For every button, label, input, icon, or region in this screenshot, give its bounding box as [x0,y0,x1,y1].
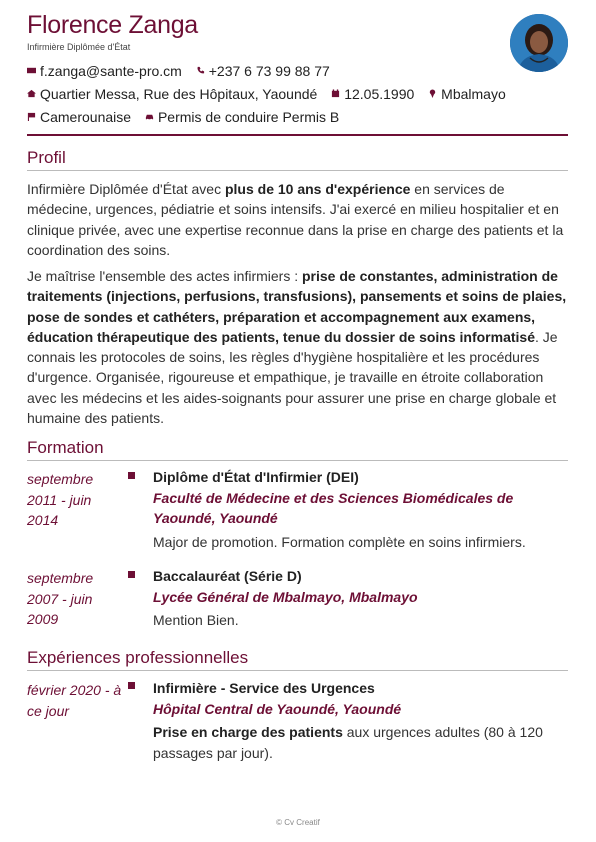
profil-paragraph-1 [27,179,567,260]
formation-org-2: Lycée Général de Mbalmayo, Mbalmayo [153,588,418,605]
home-icon [27,89,36,98]
address-item [27,86,317,102]
header-divider [27,134,568,136]
license-item [145,109,339,125]
email-item[interactable] [27,63,182,79]
profil-paragraph-2 [27,266,567,428]
formation-section-title: Formation [27,438,104,457]
job-title: Infirmière Diplômée d'État [27,42,131,52]
profil-p2-segment: prise de constantes, administration de traitements (injections, perfusions, transfusions), pansements et soins de plaies, pose de sondes et cathéters, préparation et accompagnement aux examens, éducation thérapeutique des patients, tenue du dossier de soins informatisé [27,268,567,345]
profile-photo [510,14,568,72]
formation-org-1: Faculté de Médecine et des Sciences Biomédicales de Yaoundé, Yaoundé [153,489,514,526]
car-icon [145,112,154,121]
phone-item[interactable] [196,63,330,79]
experience-desc-rest: aux urgences adultes (80 à 120 passages par jour). [153,724,543,761]
footer-credit: © Cv Creatif [276,818,320,827]
experience-desc-1 [153,722,563,763]
profil-section-title: Profil [27,148,66,167]
timeline-bullet [128,571,135,578]
profil-p1-segment: plus de 10 ans d'expérience [224,181,411,197]
profil-p1-segment: Infirmière Diplômée d'État avec [27,181,225,197]
envelope-icon [27,66,36,75]
birthdate-text: 12.05.1990 [344,85,415,102]
calendar-icon [331,89,340,98]
formation-entry-2 [153,566,563,631]
experiences-section-line [27,670,568,671]
experience-org-1: Hôpital Central de Yaoundé, Yaoundé [153,700,402,717]
profil-section-line [27,170,568,171]
license-text: Permis de conduire Permis B [157,108,340,125]
formation-title-2: Baccalauréat (Série D) [153,568,302,584]
formation-date-1: septembre 2011 - juin 2014 [27,471,94,528]
profil-p2-segment: . Je connais les protocoles de soins, les règles d'hygiène hospitalière et les procédures d'urgence. Organisée, rigoureuse et empathique, je travaille en étroite collaboration avec les médecins et les aides-soignants pour assurer une prise en charge globale et humaine des patients. [27,328,558,427]
contact-row-2 [27,85,516,102]
profil-p2-segment: Je maîtrise l'ensemble des actes infirmiers : [27,268,302,284]
map-pin-icon [428,89,437,98]
formation-date-2: septembre 2007 - juin 2009 [27,570,94,627]
phone-icon [196,66,205,75]
experience-date-1: février 2020 - à ce jour [27,682,122,719]
formation-desc-2: Mention Bien. [153,612,239,628]
experience-entry-1 [153,678,563,763]
birthplace-item [428,86,506,102]
experience-title-1: Infirmière - Service des Urgences [153,680,375,696]
nationality-text: Camerounaise [40,108,132,125]
contact-row-1 [27,62,340,79]
timeline-bullet [128,682,135,689]
experiences-section-title: Expériences professionnelles [27,648,249,667]
candidate-name: Florence Zanga [27,11,198,39]
nationality-item [27,109,131,125]
timeline-bullet [128,472,135,479]
profil-p1-segment: en services de médecine, urgences, pédiatrie et soins intensifs. J'ai exercé en milieu hospitalier et en clinique privée, avec une expertise reconnue dans la prise en charge des patients et la coordination des soins. [27,181,564,258]
email-text: f.zanga@sante-pro.cm [40,62,182,79]
formation-title-1: Diplôme d'État d'Infirmier (DEI) [153,469,359,485]
contact-row-3 [27,108,349,125]
birthdate-item [331,86,414,102]
formation-section-line [27,460,568,461]
formation-desc-1: Major de promotion. Formation complète en soins infirmiers. [153,533,526,550]
flag-icon [27,112,36,121]
birthplace-text: Mbalmayo [441,85,506,102]
formation-entry-1 [153,467,563,552]
phone-text: +237 6 73 99 88 77 [208,62,330,79]
experience-desc-bold: Prise en charge des patients [153,724,343,740]
address-text: Quartier Messa, Rue des Hôpitaux, Yaoundé [40,85,318,102]
